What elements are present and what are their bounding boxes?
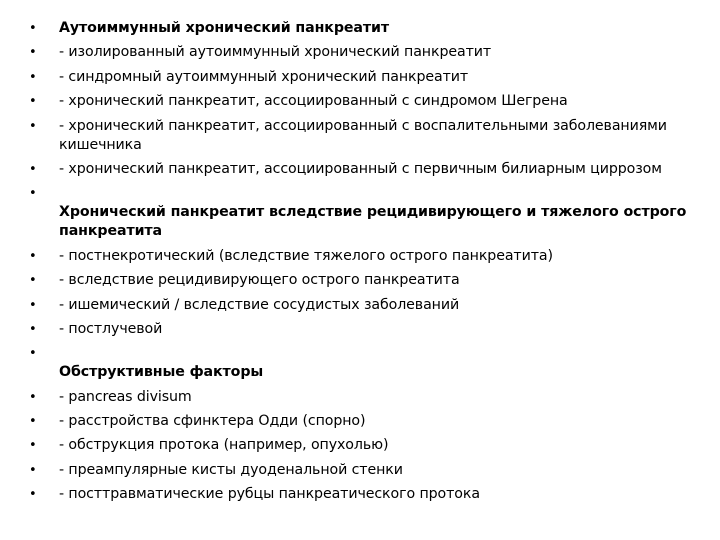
bullet-item [26, 117, 690, 155]
bullet-dot-icon: • [29, 248, 37, 264]
bullet-dot-icon: • [29, 438, 37, 454]
bullet-text: - постлучевой [59, 320, 163, 337]
bullet-text: - pancreas divisum [59, 388, 192, 405]
bullet-text: Аутоиммунный хронический панкреатит [59, 20, 389, 36]
bullet-dot-icon: • [29, 94, 37, 110]
bullet-text: - изолированный аутоиммунный хронический панкреатит [59, 44, 492, 61]
bullet-text: - обструкция протока (например, опухолью) [59, 437, 389, 454]
bullet-text: - ишемический / вследствие сосудистых заболеваний [59, 296, 460, 313]
bullet-dot-icon: • [29, 45, 37, 61]
bullet-text: - хронический панкреатит, ассоциированный с воспалительными заболеваниями кишечника [59, 117, 667, 153]
bullet-text: - вследствие рецидивирующего острого панкреатита [59, 272, 460, 289]
bullet-dot-icon: • [29, 118, 37, 134]
bullet-text: - преампулярные кисты дуоденальной стенки [59, 461, 403, 478]
bullet-dot-icon: • [29, 346, 37, 362]
bullet-dot-icon: • [29, 414, 37, 430]
bullet-item [26, 160, 690, 179]
bullet-text: Обструктивные факторы [59, 364, 264, 381]
bullet-dot-icon: • [29, 389, 37, 405]
bullet-item [26, 247, 690, 266]
bullet-dot-icon: • [29, 487, 37, 503]
bullet-item [26, 271, 690, 290]
bullet-text: Хронический панкреатит вследствие рецидивирующего и тяжелого острого панкреатита [59, 204, 687, 240]
bullet-list [26, 19, 690, 504]
bullet-text: - посттравматические рубцы панкреатического протока [59, 486, 480, 503]
bullet-item [26, 320, 690, 339]
bullet-dot-icon: • [29, 161, 37, 177]
bullet-text: - синдромный аутоиммунный хронический панкреатит [59, 68, 469, 85]
bullet-text: - расстройства сфинктера Одди (спорно) [59, 413, 366, 430]
bullet-dot-icon: • [29, 462, 37, 478]
bullet-dot-icon: • [29, 273, 37, 289]
bullet-item [26, 461, 690, 480]
bullet-item [26, 92, 690, 111]
bullet-heading-autoimmune [26, 19, 690, 38]
bullet-item [26, 436, 690, 455]
bullet-item [26, 485, 690, 504]
bullet-text: - хронический панкреатит, ассоциированный с синдромом Шегрена [59, 93, 568, 110]
bullet-text: - хронический панкреатит, ассоциированный с первичным билиарным циррозом [59, 160, 662, 177]
bullet-heading-obstructive [26, 344, 690, 382]
bullet-dot-icon: • [29, 297, 37, 313]
bullet-dot-icon: • [29, 321, 37, 337]
bullet-dot-icon: • [29, 21, 37, 36]
bullet-dot-icon: • [29, 69, 37, 85]
bullet-item [26, 43, 690, 62]
bullet-item [26, 388, 690, 407]
bullet-item [26, 296, 690, 315]
bullet-item [26, 68, 690, 87]
bullet-item [26, 412, 690, 431]
bullet-text: - постнекротический (вследствие тяжелого острого панкреатита) [59, 247, 553, 264]
bullet-dot-icon: • [29, 186, 37, 202]
bullet-heading-recurrent [26, 184, 690, 241]
